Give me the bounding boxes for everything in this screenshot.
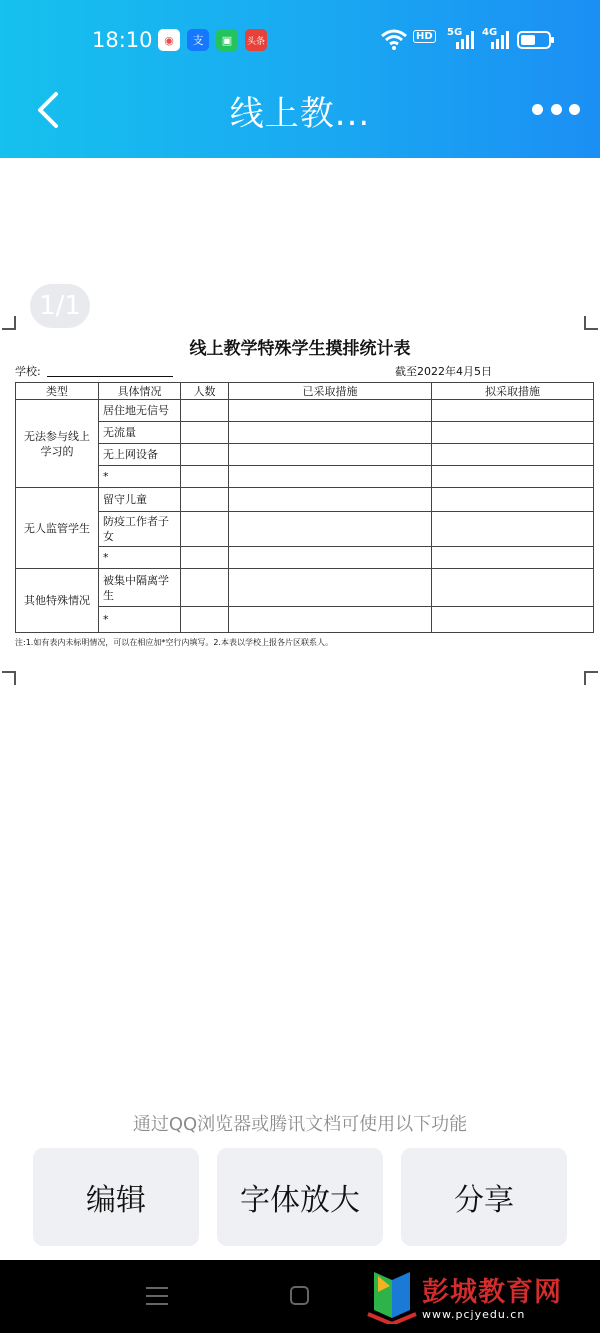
back-arrow-icon [30,88,70,132]
planned-measures-cell [432,466,594,488]
count-cell [181,422,229,444]
page-title: 线上教... [229,94,371,134]
4g-label: 4G [482,27,498,38]
situation-cell: 居住地无信号 [99,400,181,422]
crop-corner-bottom-left [2,671,16,685]
situation-cell: 防疫工作者子女 [99,512,181,547]
situation-cell: * [99,466,181,488]
edit-button[interactable]: 编辑 [33,1148,199,1246]
taken-measures-cell [229,607,432,633]
taken-measures-cell [229,512,432,547]
menu-line-icon [146,1303,168,1305]
dot-icon [532,104,543,115]
taken-measures-cell [229,422,432,444]
school-label: 学校: [15,365,41,378]
crop-corner-top-left [2,316,16,330]
count-cell [181,444,229,466]
situation-cell: * [99,607,181,633]
column-header: 具体情况 [99,383,181,400]
table-row [16,422,594,444]
alipay-app-icon: 支 [187,29,209,51]
back-button[interactable] [30,88,70,132]
situation-cell: * [99,547,181,569]
document-title: 线上教学特殊学生摸排统计表 [189,339,411,359]
count-cell [181,512,229,547]
planned-measures-cell [432,444,594,466]
count-cell [181,488,229,512]
hd-icon: HD [413,30,436,43]
home-button[interactable] [290,1286,309,1305]
planned-measures-cell [432,569,594,607]
planned-measures-cell [432,400,594,422]
maps-app-icon: ◉ [158,29,180,51]
top-app-bar [0,0,600,158]
taken-measures-cell [229,466,432,488]
deadline-date: 截至2022年4月5日 [395,365,492,378]
school-blank-line [47,376,173,377]
5g-label: 5G [447,27,463,38]
category-cell: 无法参与线上学习的 [16,400,99,488]
feature-hint: 通过QQ浏览器或腾讯文档可使用以下功能 [132,1114,468,1135]
planned-measures-cell [432,547,594,569]
watermark-site-name: 彭城教育网 [422,1277,562,1308]
survey-table [15,382,594,633]
page-indicator: 1/1 [30,284,90,328]
table-row [16,400,594,422]
taken-measures-cell [229,444,432,466]
situation-cell: 留守儿童 [99,488,181,512]
battery-icon [517,31,551,49]
planned-measures-cell [432,607,594,633]
enlarge-font-button[interactable]: 字体放大 [217,1148,383,1246]
signal-5g-icon [455,31,475,49]
taken-measures-cell [229,488,432,512]
column-header: 类型 [16,383,99,400]
taken-measures-cell [229,400,432,422]
count-cell [181,400,229,422]
category-cell: 无人监管学生 [16,488,99,569]
menu-line-icon [146,1295,168,1297]
table-footnote: 注:1.如有表内未标明情况，可以在相应加*空行内填写。2.本表以学校上报各片区联系人。 [15,638,333,647]
count-cell [181,547,229,569]
dot-icon [569,104,580,115]
book-logo-icon [364,1270,420,1324]
count-cell [181,466,229,488]
crop-corner-bottom-right [584,671,598,685]
column-header: 人数 [181,383,229,400]
situation-cell: 被集中隔离学生 [99,569,181,607]
table-row [16,466,594,488]
site-watermark [362,1268,594,1326]
situation-cell: 无上网设备 [99,444,181,466]
count-cell [181,607,229,633]
table-header-row [16,383,594,400]
column-header: 拟采取措施 [432,383,594,400]
planned-measures-cell [432,512,594,547]
wifi-icon [380,28,408,50]
planned-measures-cell [432,488,594,512]
column-header: 已采取措施 [229,383,432,400]
table-row [16,444,594,466]
taken-measures-cell [229,569,432,607]
status-bar [0,0,600,80]
watermark-site-url: www.pcjyedu.cn [422,1308,526,1321]
signal-4g-icon [490,31,510,49]
menu-line-icon [146,1287,168,1289]
table-row [16,512,594,547]
wechat-app-icon: ▣ [216,29,238,51]
count-cell [181,569,229,607]
table-row [16,488,594,512]
table-row [16,547,594,569]
situation-cell: 无流量 [99,422,181,444]
recent-apps-button[interactable] [146,1287,168,1307]
table-row [16,607,594,633]
school-field [15,363,173,379]
dot-icon [551,104,562,115]
table-row [16,569,594,607]
crop-corner-top-right [584,316,598,330]
status-time: 18:10 [92,28,153,52]
taken-measures-cell [229,547,432,569]
toutiao-app-icon: 头条 [245,29,267,51]
planned-measures-cell [432,422,594,444]
more-options-button[interactable] [532,96,580,122]
share-button[interactable]: 分享 [401,1148,567,1246]
category-cell: 其他特殊情况 [16,569,99,633]
